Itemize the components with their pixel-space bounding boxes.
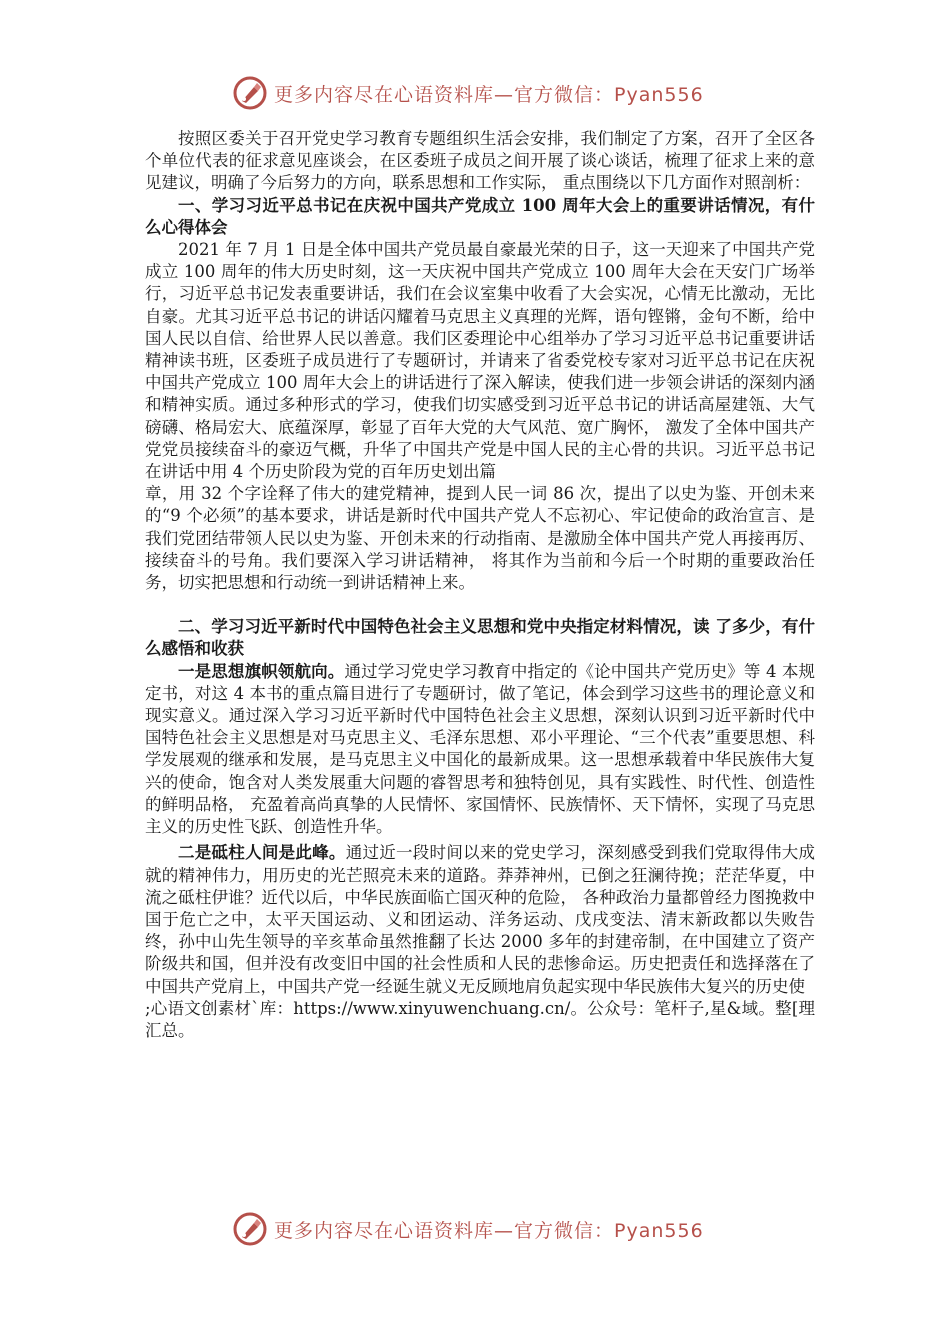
item-1-text: 通过学习党史学习教育中指定的《论中国共产党历史》等 4 本规定书，对这 4 本书的重点篇目进行了专题研讨，做了笔记，体会到学习这些书的理论意义和现实意义。通过深入学习习近平新时代中国特色社会主义思想，深刻认识到习近平新时代中国特色社会主义思想是对马克思主义、毛泽东思想、邓小平理论、“三个代表”重要思想、科学发展观的继承和发展，是马克思主义中国化的最新成果。这一思想承载着中华民族伟大复兴的使命，饱含对人类发展重大问题的睿智思考和独特创见，具有实践性、时代性、创造性的鲜明品格， 充盈着高尚真挚的人民情怀、家国情怀、民族情怀、天下情怀，实现了马克思主义的历史性飞跃、创造性升华。 bbox=[145, 661, 815, 837]
section-1-paragraph-2: 章，用 32 个字诠释了伟大的建党精神，提到人民一词 86 次，提出了以史为鉴、开创未来的“9 个必须”的基本要求，讲话是新时代中国共产党人不忘初心、牢记使命的政治宣言、是我们党团结带领人民以史为鉴、开创未来的行动指南、是激励全体中国共产党人再接再厉、接续奋斗的号角。我们要深入学习讲话精神， 将其作为当前和今后一个时期的重要政治任务，切实把思想和行动统一到讲话精神上来。 bbox=[145, 484, 815, 593]
footer-banner bbox=[232, 1209, 704, 1249]
section-1-heading: 一、学习习近平总书记在庆祝中国共产党成立 100 周年大会上的重要讲话情况，有什么心得体会 bbox=[145, 195, 815, 237]
document-body bbox=[145, 128, 815, 1042]
header-banner bbox=[232, 73, 704, 113]
pen-nib-logo-icon bbox=[232, 1211, 268, 1247]
item-1-lead: 一是思想旗帜领航向。 bbox=[178, 661, 345, 681]
item-2-text: 通过近一段时间以来的党史学习，深刻感受到我们党取得伟大成就的精神伟力，用历史的光芒照亮未来的道路。莽莽神州，已倒之狂澜待挽；茫茫华夏，中流之砥柱伊谁？近代以后，中华民族面临亡国灭种的危险， 各种政治力量都曾经力图挽救中国于危亡之中，太平天国运动、义和团运动、洋务运动、戊戌变法、清末新政都以失败告终，孙中山先生领导的辛亥革命虽然推翻了长达 2000 多年的封建帝制，在中国建立了资产阶级共和国，但并没有改变旧中国的社会性质和人民的悲惨命运。历史把责任和选择落在了中国共产党肩上，中国共产党一经诞生就义无反顾地肩负起实现中华民族伟大复兴的历史使 bbox=[145, 843, 816, 996]
section-1-paragraph-1: 2021 年 7 月 1 日是全体中国共产党员最自豪最光荣的日子，这一天迎来了中国共产党成立 100 周年的伟大历史时刻，这一天庆祝中国共产党成立 100 周年大会在天安门广场举行，习近平总书记发表重要讲话，我们在会议室集中收看了大会实况，心情无比激动，无比自豪。尤其习近平总书记的讲话闪耀着马克思主义真理的光辉，语句铿锵，金句不断，给中国人民以自信、给世界人民以善意。我们区委理论中心组举办了学习习近平总书记重要讲话精神读书班，区委班子成员进行了专题研讨，并请来了省委党校专家对习近平总书记在庆祝中国共产党成立 100 周年大会上的讲话进行了深入解读，使我们进一步领会讲话的深刻内涵和精神实质。通过多种形式的学习，使我们切实感受到习近平总书记的讲话高屋建瓴、大气磅礴、格局宏大、底蕴深厚，彰显了百年大党的大气风范、宽广胸怀， 激发了全体中国共产党党员接续奋斗的豪迈气概，升华了中国共产党是中国人民的主心骨的共识。习近平总书记在讲话中用 4 个历史阶段为党的百年历史划出篇 bbox=[145, 240, 815, 482]
section-2-item-2 bbox=[145, 842, 815, 997]
spacer bbox=[145, 594, 815, 616]
item-2-lead: 二是砥柱人间是此峰。 bbox=[178, 843, 346, 863]
pen-nib-logo-icon bbox=[232, 75, 268, 111]
footer-note: ;心语文创素材`库：https://www.xinyuwenchuang.cn/。公众号：笔杆子,星&域。整[理汇总。 bbox=[145, 998, 815, 1040]
section-2-item-1 bbox=[145, 661, 815, 839]
banner-text: 更多内容尽在心语资料库—官方微信：Pyan556 bbox=[274, 83, 704, 106]
intro-paragraph: 按照区委关于召开党史学习教育专题组织生活会安排，我们制定了方案，召开了全区各个单位代表的征求意见座谈会，在区委班子成员之间开展了谈心谈话，梳理了征求上来的意见建议，明确了今后努力的方向，联系思想和工作实际， 重点围绕以下几方面作对照剖析： bbox=[145, 129, 815, 193]
section-2-heading: 二、学习习近平新时代中国特色社会主义思想和党中央指定材料情况，读 了多少，有什么感悟和收获 bbox=[145, 617, 815, 659]
banner-text: 更多内容尽在心语资料库—官方微信：Pyan556 bbox=[274, 1219, 704, 1242]
